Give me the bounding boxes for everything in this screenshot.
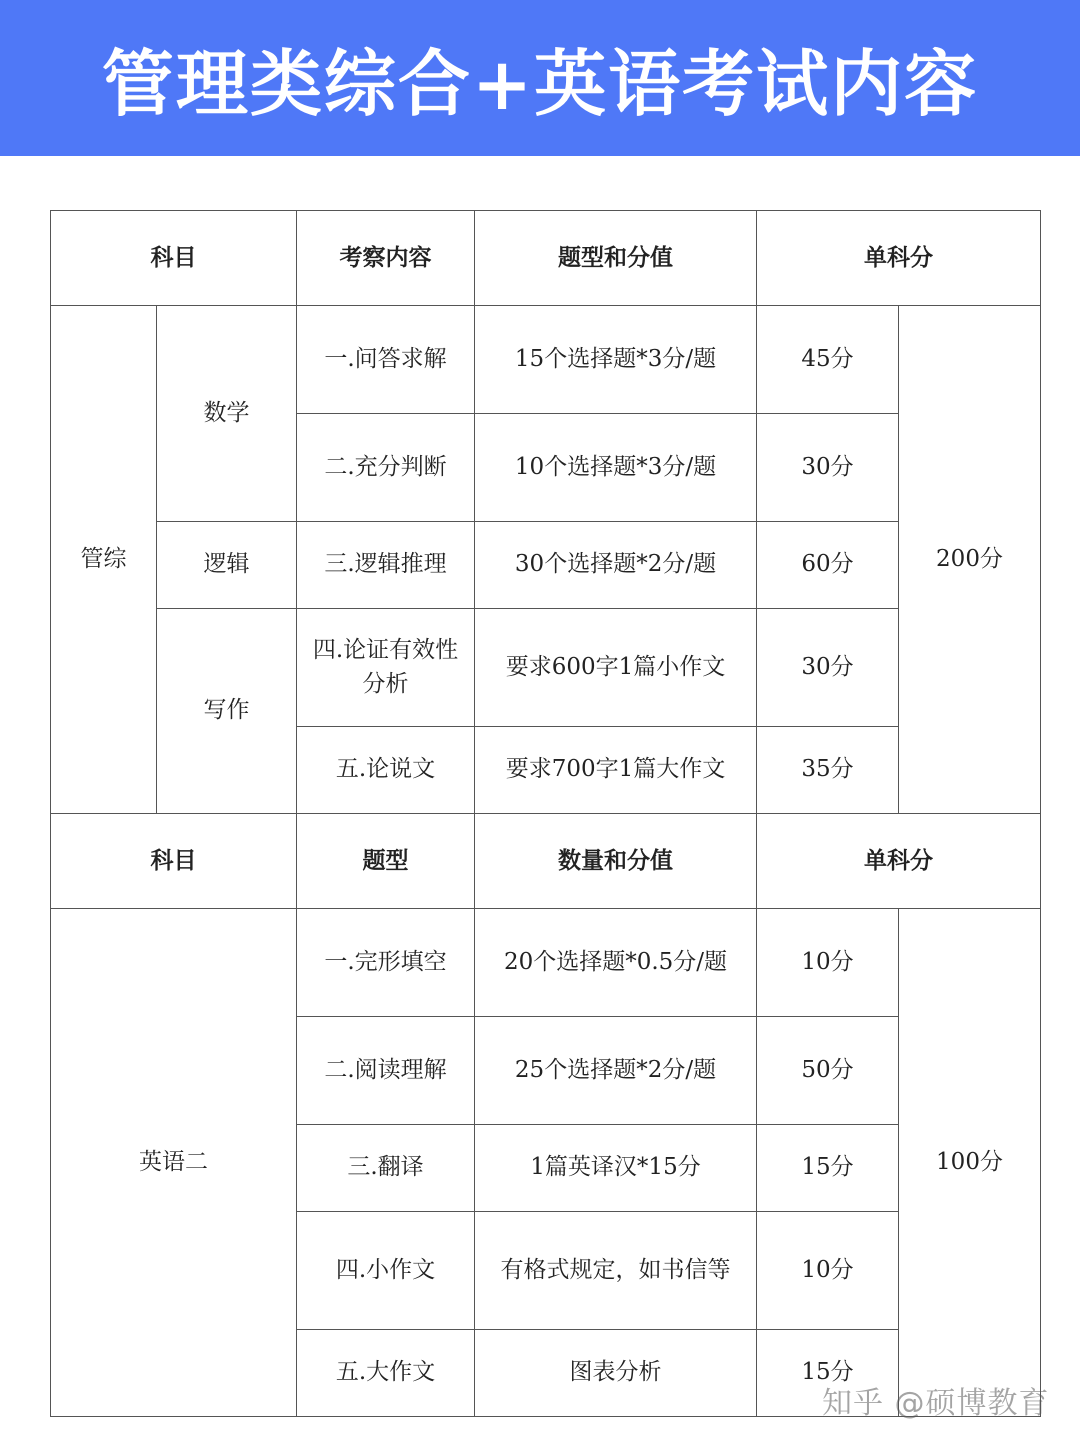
type-cell: 25个选择题*2分/题 [475, 1017, 757, 1125]
type-cell: 15个选择题*3分/题 [475, 306, 757, 414]
total-cell: 200分 [899, 306, 1041, 814]
header-total: 单科分 [757, 211, 1041, 306]
type-cell: 30个选择题*2分/题 [475, 522, 757, 609]
group-cell-logic: 逻辑 [157, 522, 297, 609]
content-cell: 一.完形填空 [297, 909, 475, 1017]
content-cell: 五.论说文 [297, 727, 475, 814]
type-cell: 20个选择题*0.5分/题 [475, 909, 757, 1017]
type-cell: 10个选择题*3分/题 [475, 414, 757, 522]
type-cell: 1篇英译汉*15分 [475, 1125, 757, 1212]
table-row [51, 522, 1041, 609]
total-cell: 100分 [899, 909, 1041, 1417]
content-cell: 四.小作文 [297, 1212, 475, 1330]
page-title: 管理类综合+英语考试内容 [101, 41, 979, 126]
group-cell-math: 数学 [157, 306, 297, 522]
header-content: 题型 [297, 814, 475, 909]
content-cell: 三.翻译 [297, 1125, 475, 1212]
exam-content-table [50, 210, 1041, 1417]
table-row [51, 306, 1041, 414]
header-subject: 科目 [51, 814, 297, 909]
group-cell-writing: 写作 [157, 609, 297, 814]
score-cell: 50分 [757, 1017, 899, 1125]
type-cell: 有格式规定，如书信等 [475, 1212, 757, 1330]
score-cell: 15分 [757, 1330, 899, 1417]
header-subject: 科目 [51, 211, 297, 306]
title-banner [0, 0, 1080, 156]
score-cell: 45分 [757, 306, 899, 414]
score-cell: 60分 [757, 522, 899, 609]
score-cell: 30分 [757, 609, 899, 727]
type-cell: 要求700字1篇大作文 [475, 727, 757, 814]
score-cell: 30分 [757, 414, 899, 522]
header-type-score: 数量和分值 [475, 814, 757, 909]
content-cell: 五.大作文 [297, 1330, 475, 1417]
content-cell: 三.逻辑推理 [297, 522, 475, 609]
header-total: 单科分 [757, 814, 1041, 909]
watermark: 知乎 @硕博教育 [822, 1386, 1050, 1421]
type-cell: 图表分析 [475, 1330, 757, 1417]
section2-header-row [51, 814, 1041, 909]
section1-header-row [51, 211, 1041, 306]
subject-cell: 管综 [51, 306, 157, 814]
content-cell: 四.论证有效性分析 [297, 609, 475, 727]
score-cell: 35分 [757, 727, 899, 814]
table-row [51, 609, 1041, 727]
content-cell: 一.问答求解 [297, 306, 475, 414]
subject-cell: 英语二 [51, 909, 297, 1417]
score-cell: 15分 [757, 1125, 899, 1212]
score-cell: 10分 [757, 1212, 899, 1330]
header-content: 考察内容 [297, 211, 475, 306]
type-cell: 要求600字1篇小作文 [475, 609, 757, 727]
score-cell: 10分 [757, 909, 899, 1017]
content-cell: 二.阅读理解 [297, 1017, 475, 1125]
table-row [51, 909, 1041, 1017]
header-type-score: 题型和分值 [475, 211, 757, 306]
content-cell: 二.充分判断 [297, 414, 475, 522]
